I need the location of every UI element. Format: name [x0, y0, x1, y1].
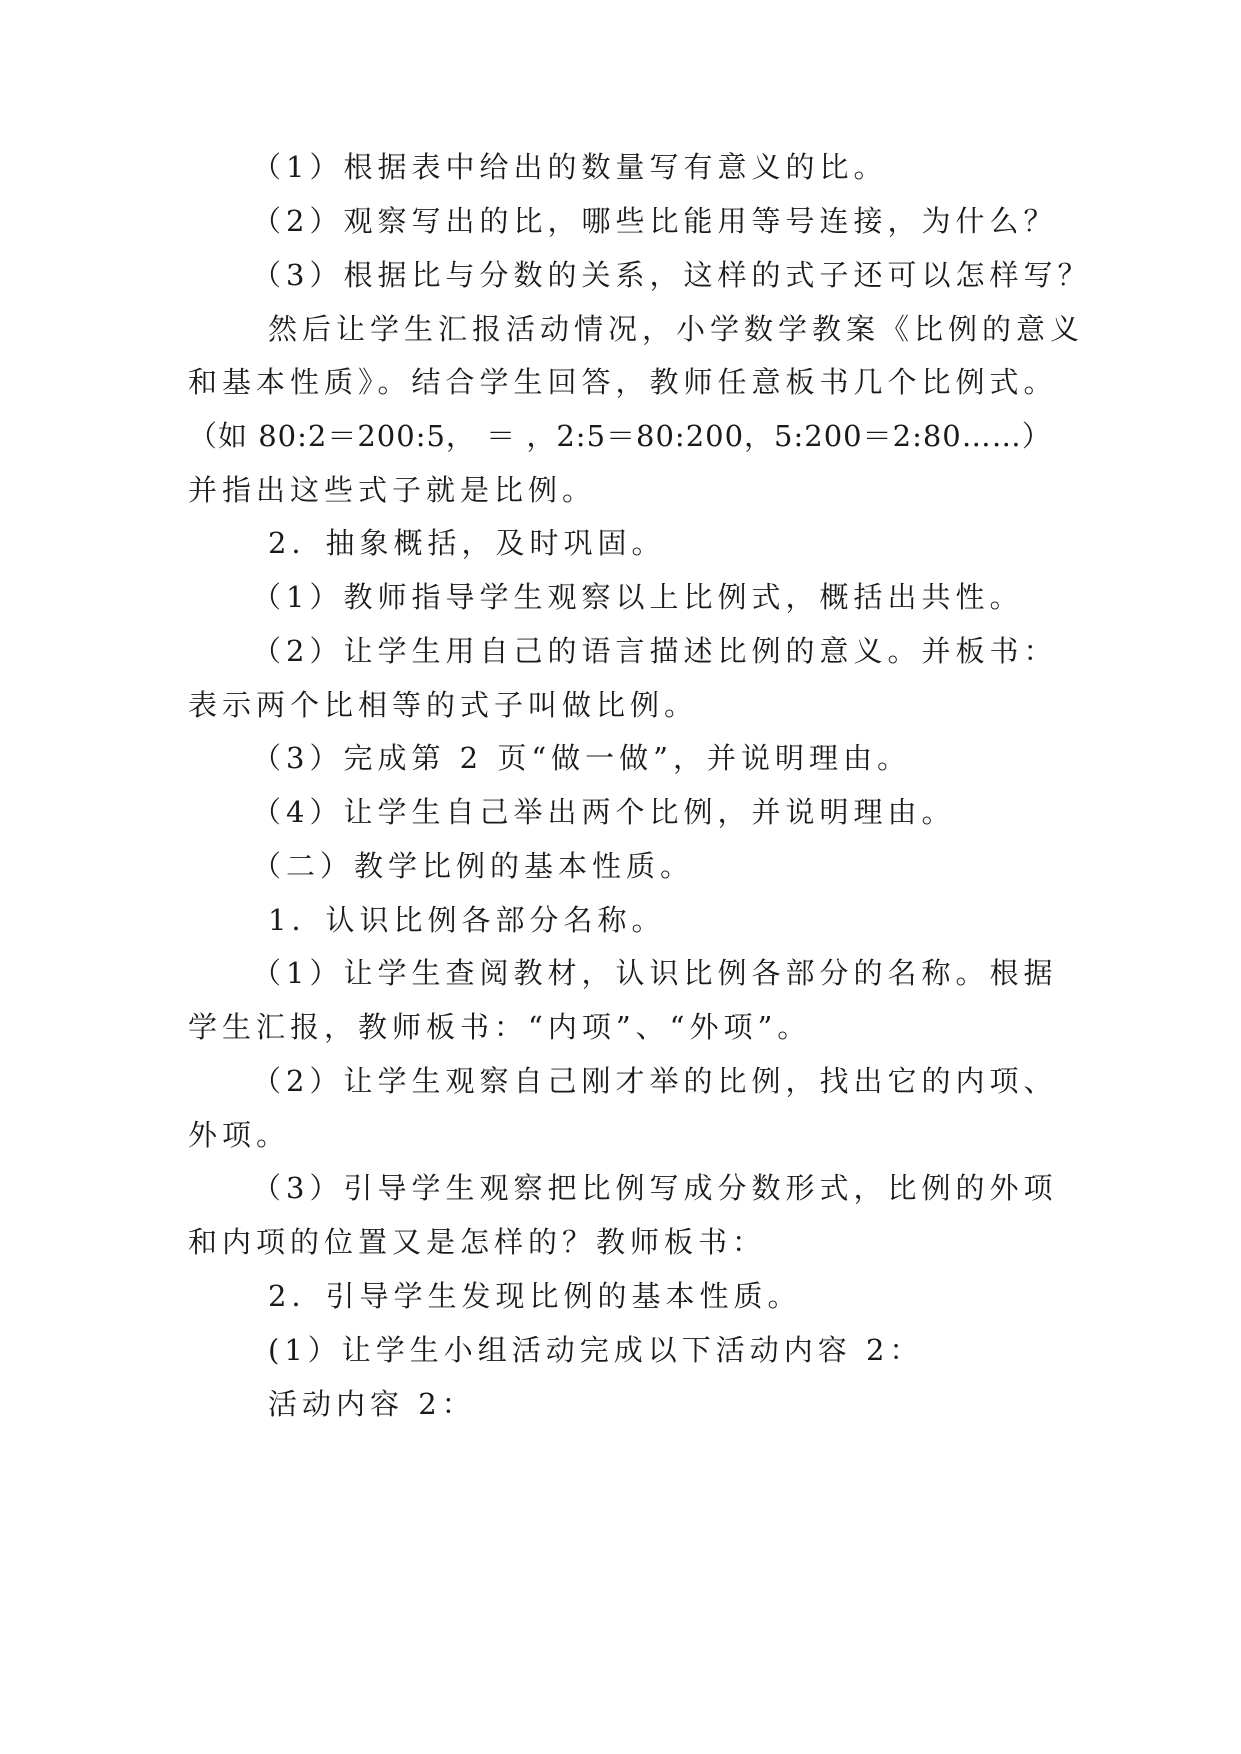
text-line: （3）引导学生观察把比例写成分数形式，比例的外项	[252, 1171, 1058, 1205]
text-line: 并指出这些式子就是比例。	[188, 473, 597, 507]
text-line: （1）教师指导学生观察以上比例式，概括出共性。	[252, 580, 1024, 614]
text-line: （3）完成第 2 页“做一做”，并说明理由。	[252, 741, 911, 775]
text-line: 和内项的位置又是怎样的？教师板书：	[188, 1225, 767, 1259]
text-line: 然后让学生汇报活动情况，小学数学教案《比例的意义	[268, 312, 1085, 346]
text-line: （2）让学生观察自己刚才举的比例，找出它的内项、	[252, 1064, 1058, 1098]
text-line: 外项。	[188, 1118, 291, 1152]
text-line: （4）让学生自己举出两个比例，并说明理由。	[252, 795, 956, 829]
text-line: 学生汇报，教师板书：“内项”、“外项”。	[188, 1010, 812, 1044]
text-line: 1．认识比例各部分名称。	[268, 903, 666, 937]
text-line: （1）根据表中给出的数量写有意义的比。	[252, 150, 888, 184]
text-line: 活动内容 2：	[268, 1387, 476, 1421]
text-line: 和基本性质》。结合学生回答，教师任意板书几个比例式。	[188, 365, 1058, 399]
text-line: （2）让学生用自己的语言描述比例的意义。并板书：	[252, 634, 1058, 668]
text-line: 2．抽象概括，及时巩固。	[268, 526, 666, 560]
text-line: 表示两个比相等的式子叫做比例。	[188, 688, 699, 722]
text-line: 2．引导学生发现比例的基本性质。	[268, 1279, 802, 1313]
text-line: （如 80:2＝200:5， ＝ ，2:5＝80:200，5:200＝2:80……）	[188, 419, 1052, 453]
text-line: （1）让学生查阅教材，认识比例各部分的名称。根据	[252, 956, 1058, 990]
text-line: (1）让学生小组活动完成以下活动内容 2：	[268, 1333, 924, 1367]
text-line: （2）观察写出的比，哪些比能用等号连接，为什么？	[252, 204, 1058, 238]
text-line: （3）根据比与分数的关系，这样的式子还可以怎样写？	[252, 258, 1092, 292]
text-line: （二）教学比例的基本性质。	[252, 849, 695, 883]
